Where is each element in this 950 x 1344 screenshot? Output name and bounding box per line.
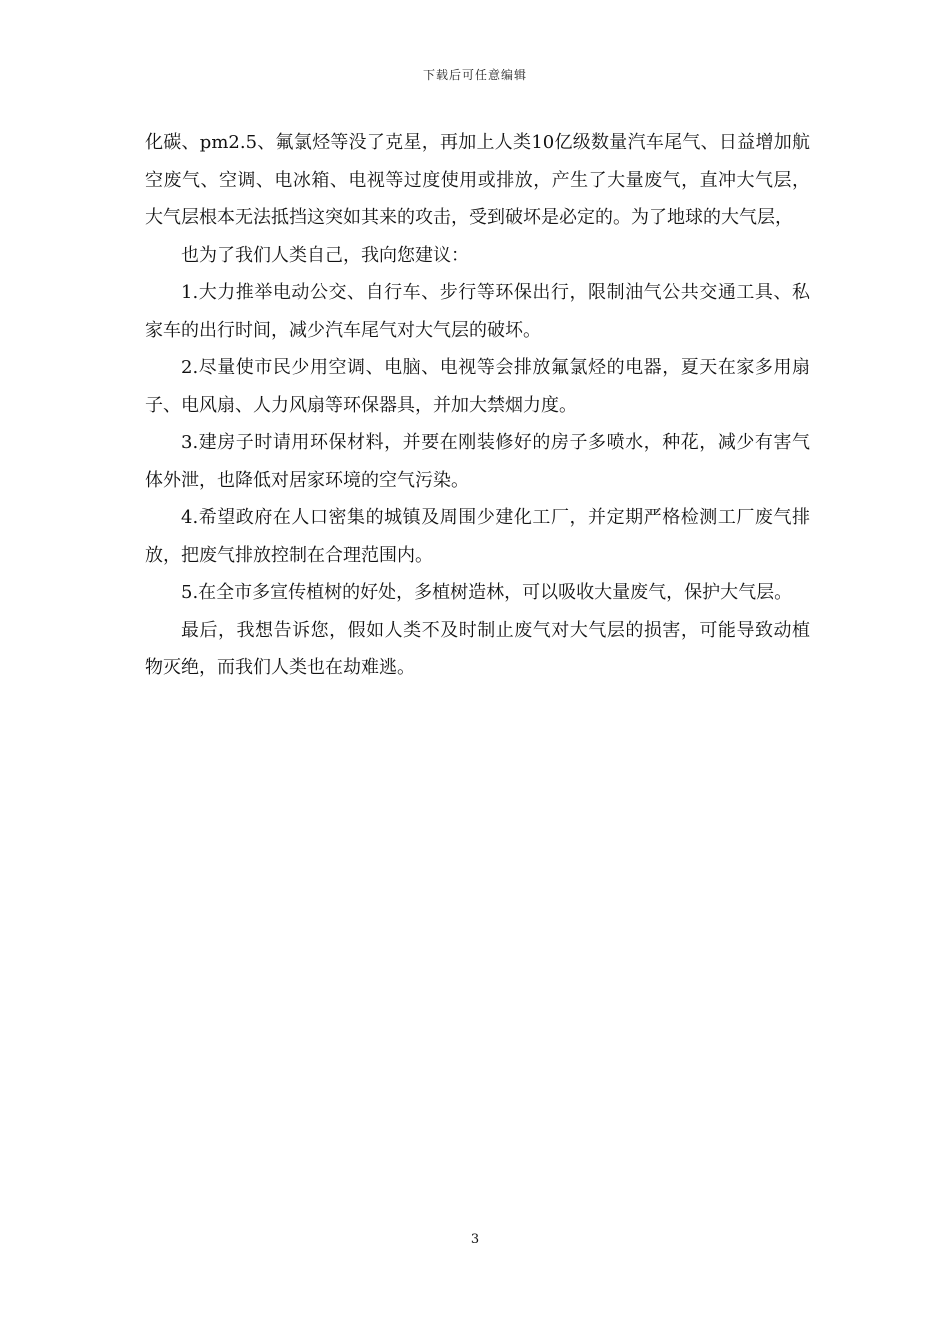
suggestion-item-1: 1.大力推举电动公交、自行车、步行等环保出行，限制油气公共交通工具、私家车的出行时间，减少汽车尾气对大气层的破坏。 [145,282,810,341]
page-number: 3 [470,1232,480,1247]
suggestion-item-4: 4.希望政府在人口密集的城镇及周围少建化工厂，并定期严格检测工厂废气排放，把废气排放控制在合理范围内。 [145,507,810,566]
page-header: 下载后可任意编辑 [422,68,527,82]
document-body [145,124,810,687]
suggestion-item-2: 2.尽量使市民少用空调、电脑、电视等会排放氟氯烃的电器，夏天在家多用扇子、电风扇、人力风扇等环保器具，并加大禁烟力度。 [145,357,810,416]
paragraph-continuation: 化碳、pm2.5、氟氯烃等没了克星，再加上人类10亿级数量汽车尾气、日益增加航空废气、空调、电冰箱、电视等过度使用或排放，产生了大量废气，直冲大气层，大气层根本无法抵挡这突如其来的攻击，受到破坏是必定的。为了地球的大气层， [145,132,810,228]
suggestion-item-5: 5.在全市多宣传植树的好处，多植树造林，可以吸收大量废气，保护大气层。 [181,582,793,603]
paragraph-conclusion: 最后，我想告诉您，假如人类不及时制止废气对大气层的损害，可能导致动植物灭绝，而我们人类也在劫难逃。 [145,619,810,678]
paragraph-intro-suggestion: 也为了我们人类自己，我向您建议： [181,244,469,266]
suggestion-item-3: 3.建房子时请用环保材料，并要在刚装修好的房子多喷水，种花，减少有害气体外泄，也降低对居家环境的空气污染。 [145,432,810,491]
